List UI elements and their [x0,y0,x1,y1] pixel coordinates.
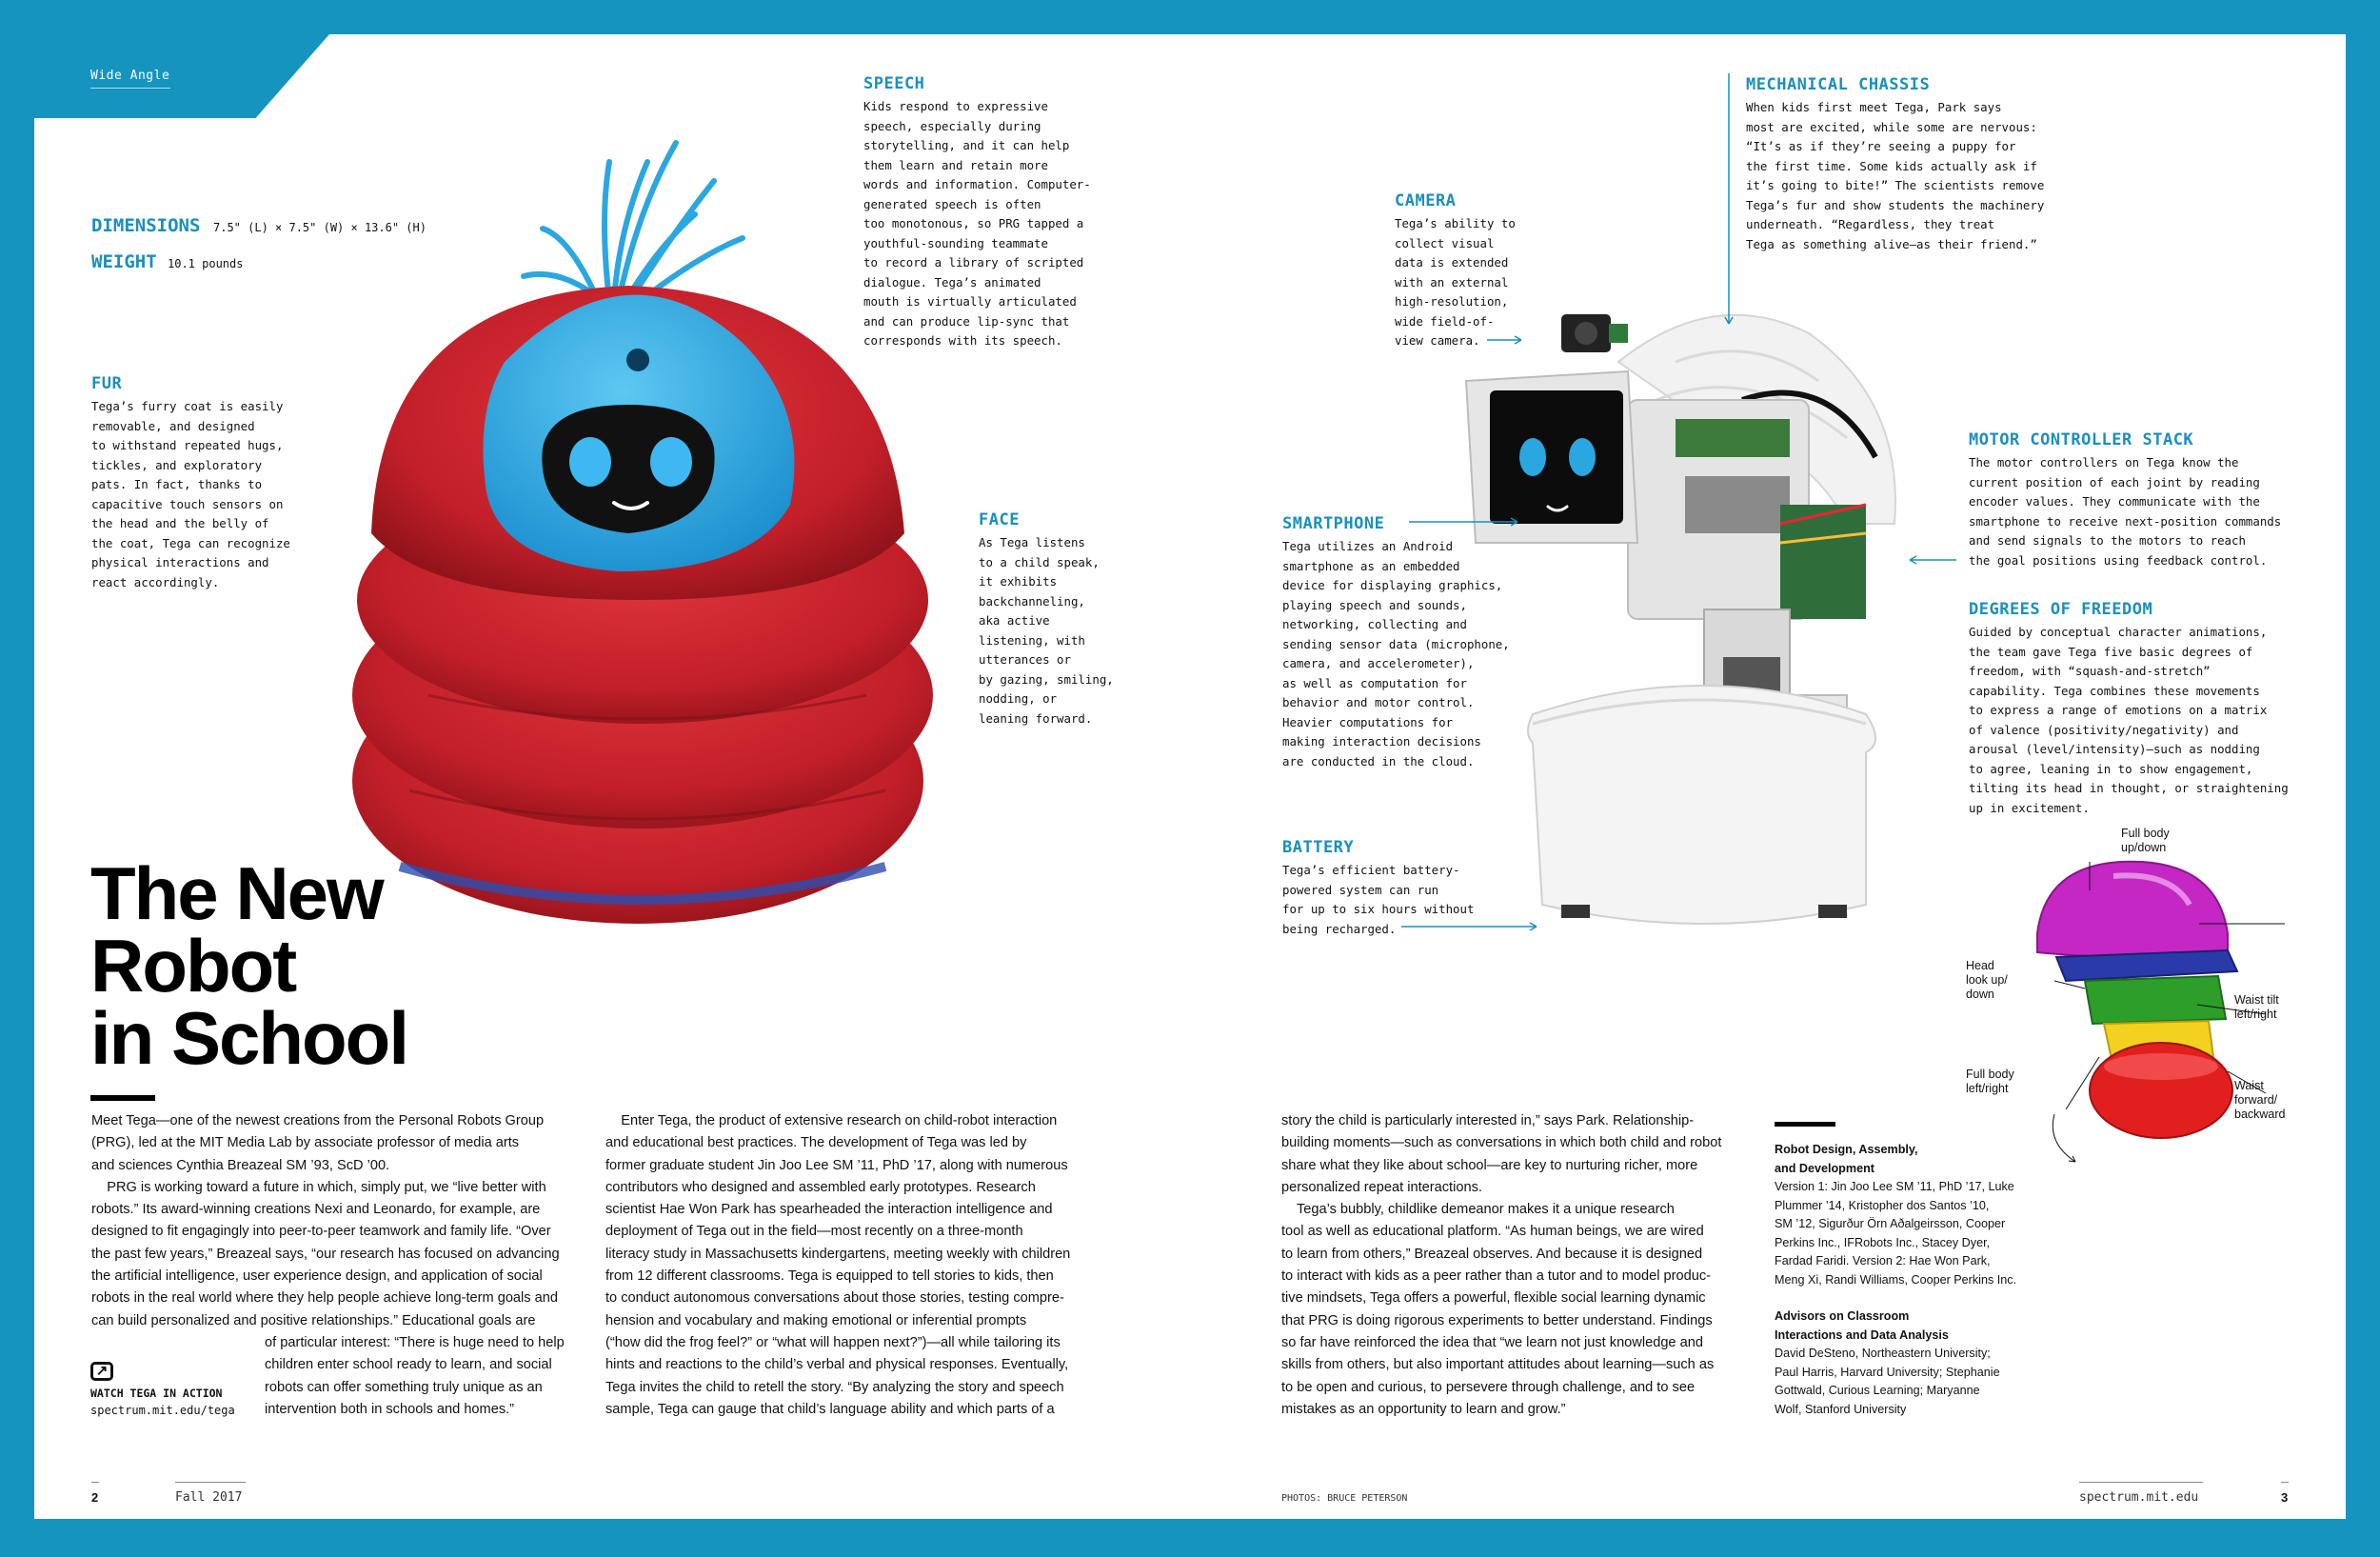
diagram-label-head-look: Head look up/ down [1966,959,2008,1001]
diagram-label-waist-tilt: Waist tilt left/right [2234,993,2279,1021]
battery-text: Tega’s efficient battery- powered system can run for up to six hours without being recharged. [1282,863,1475,936]
page-number-right: 3 [2281,1490,2289,1505]
photo-credit: PHOTOS: BRUCE PETERSON [1281,1493,1408,1504]
camera-text: Tega’s ability to collect visual data is extended with an external high-resolution, wide field-of- view camera. [1395,216,1516,348]
body-column-1: Meet Tega—one of the newest creations from the Personal Robots Group (PRG), led at the MIT Media Lab by associate professor of media arts and sciences Cynthia Breazeal SM ’93, ScD ’00. PRG is working toward a future in which, simply put, we “live better with robots.” Its award-winning creations Nexi and Leonardo, for example, are designed to fit engagingly into peer-to-peer teamwork and family life. “Over the past few years,” Breazeal says, “our research has focused on advancing the artificial intelligence, user experience design, and application of social robots in the real world where they help people achieve long-term goals and can build personalized and positive relationships.” Educational goals are [91,1113,560,1328]
issue-date: Fall 2017 [175,1490,243,1505]
credits-rule [1775,1122,1835,1127]
folio-rule-right-num [2281,1482,2289,1483]
fur-heading: FUR [91,374,123,393]
diagram-label-full-body-left: Full body left/right [1966,1068,2014,1095]
camera-heading: CAMERA [1395,191,1457,210]
battery-heading: BATTERY [1282,838,1355,857]
speech-heading: SPEECH [863,74,925,93]
diagram-label-full-body-up: Full body up/down [2121,827,2170,854]
body-column-2: Enter Tega, the product of extensive research on child-robot interaction and educational best practices. The development of Tega was led by former graduate student Jin Joo Lee SM ’11, PhD ’17, along with numerous contributors who designed and assembled early prototypes. Research scientist Hae Won Park has spearheaded the interaction intelligence and deployment of Tega out in the field—most recently on a three-month literacy study in Massachusetts kindergartens, meeting weekly with children from 12 different classrooms. Tega is equipped to tell stories to kids, then to conduct autonomous conversations about those stories, testing compre- hension and vocabulary and making emotional or inferential prompts (“how did the frog feel?” or “what will happen next?”)—all while tailoring its hints and reactions to the child’s verbal and physical responses. Eventually, Tega invites the child to retell the story. “By analyzing the story and speech sample, Tega can gauge that child’s language ability and which parts of a [605,1113,1071,1417]
speech-text: Kids respond to expressive speech, especially during storytelling, and it can help them learn and retain more words and information. Computer- generated speech is often too monotonous, so PRG tapped a youthful-sounding teammate to record a library of scripted dialogue. Tega’s animated mouth is virtually articulated and can produce lip-sync that corresponds with its speech. [863,99,1091,348]
weight-value: 10.1 pounds [168,257,244,270]
external-link-icon[interactable]: ↗ [90,1362,113,1381]
smartphone-text: Tega utilizes an Android smartphone as an embedded device for displaying graphics, playing speech and sounds, networking, collecting and sending sensor data (microphone, camera, and accelerometer), as well as computation for behavior and motor control. Heavier computations for making interaction decisions are conducted in the cloud. [1282,539,1510,769]
degrees-of-freedom-heading: DEGREES OF FREEDOM [1969,600,2153,619]
chassis-text: When kids first meet Tega, Park says most are excited, while some are nervous: “It’s as if they’re seeing a puppy for the first time. Some kids actually ask if it’s going to bite!” The scientists remove Tega’s fur and show students the machinery underneath. “Regardless, they treat Tega as something alive—as their friend.” [1746,100,2045,251]
smartphone-heading: SMARTPHONE [1282,514,1385,533]
section-tag: Wide Angle [90,69,170,83]
watch-url-link[interactable]: spectrum.mit.edu/tega [90,1404,235,1417]
site-url[interactable]: spectrum.mit.edu [2079,1490,2199,1505]
motor-controller-text: The motor controllers on Tega know the current position of each joint by reading encoder values. They communicate with the smartphone to receive next-position commands and send signals to the motors to reach the goal positions using feedback control. [1969,455,2282,568]
chassis-heading: MECHANICAL CHASSIS [1746,75,1931,94]
body-column-1-continued: of particular interest: “There is huge need to help children enter school ready to learn, and social robots can offer something truly unique as an intervention both in schools and homes.” [265,1335,565,1417]
dimensions-label: DIMENSIONS [91,215,201,236]
credits-heading-advisors: Advisors on Classroom Interactions and Data Analysis [1775,1309,1949,1342]
weight-label: WEIGHT [91,251,157,272]
credits-heading-design: Robot Design, Assembly, and Development [1775,1143,1918,1175]
degrees-of-freedom-text: Guided by conceptual character animations, the team gave Tega five basic degrees of freedom, with “squash-and-stretch” capability. Tega combines these movements to express a range of emotions on a matrix of valence (positivity/negativity) and arousal (level/intensity)—such as nodding to agree, leaning in to show engagement, tilting its head in thought, or straightening up in excitement. [1969,625,2289,815]
diagram-label-waist-forward: Waist forward/ backward [2234,1079,2286,1121]
watch-label: WATCH TEGA IN ACTION [90,1387,223,1400]
page-number-left: 2 [91,1490,99,1505]
dimensions-value: 7.5" (L) × 7.5" (W) × 13.6" (H) [213,221,426,234]
fur-text: Tega’s furry coat is easily removable, and designed to withstand repeated hugs, tickles, and exploratory pats. In fact, thanks to capacitive touch sensors on the head and the belly of the coat, Tega can recognize physical interactions and react accordingly. [91,399,290,589]
face-heading: FACE [979,510,1020,529]
folio-rule-left-issue [175,1482,246,1483]
credits-body-advisors: David DeSteno, Northeastern University; Paul Harris, Harvard University; Stephanie Gottwald, Curious Learning; Maryanne Wolf, Stanford University [1775,1347,2000,1416]
article-title: The New Robot in School [90,851,407,1080]
motor-controller-heading: MOTOR CONTROLLER STACK [1969,430,2194,449]
folio-rule-right-site [2079,1482,2203,1483]
folio-rule-left-num [91,1482,99,1483]
body-column-3: story the child is particularly interested in,” says Park. Relationship- building moments—such as conversations in which both child and robot share what they like about school—are key to nurturing richer, more personalized repeat interactions. Tega’s bubbly, childlike demeanor makes it a unique research tool as well as educational platform. “As human beings, we are wired to learn from others,” Breazeal observes. And because it is designed to interact with kids as a peer rather than a tutor and to model produc- tive mindsets, Tega offers a powerful, flexible social learning dynamic that PRG is doing rigorous experiments to better understand. Findings so far have reinforced the idea that “we learn not just knowledge and skills from others, but also important attitudes about learning—such as to be open and curious, to persevere through challenge, and to see mistakes as an opportunity to learn and grow.” [1281,1113,1722,1417]
face-text: As Tega listens to a child speak, it exhibits backchanneling, aka active listening, with utterances or by gazing, smiling, nodding, or leaning forward. [979,535,1114,726]
credits-body-design: Version 1: Jin Joo Lee SM ’11, PhD ’17, Luke Plummer ’14, Kristopher dos Santos ’10, SM ’12, Sigurður Örn Aðalgeirsson, Cooper Perkins Inc., IFRobots Inc., Stacey Dyer, Fardad Faridi. Version 2: Hae Won Park, Meng Xi, Randi Williams, Cooper Perkins Inc. [1775,1180,2017,1287]
